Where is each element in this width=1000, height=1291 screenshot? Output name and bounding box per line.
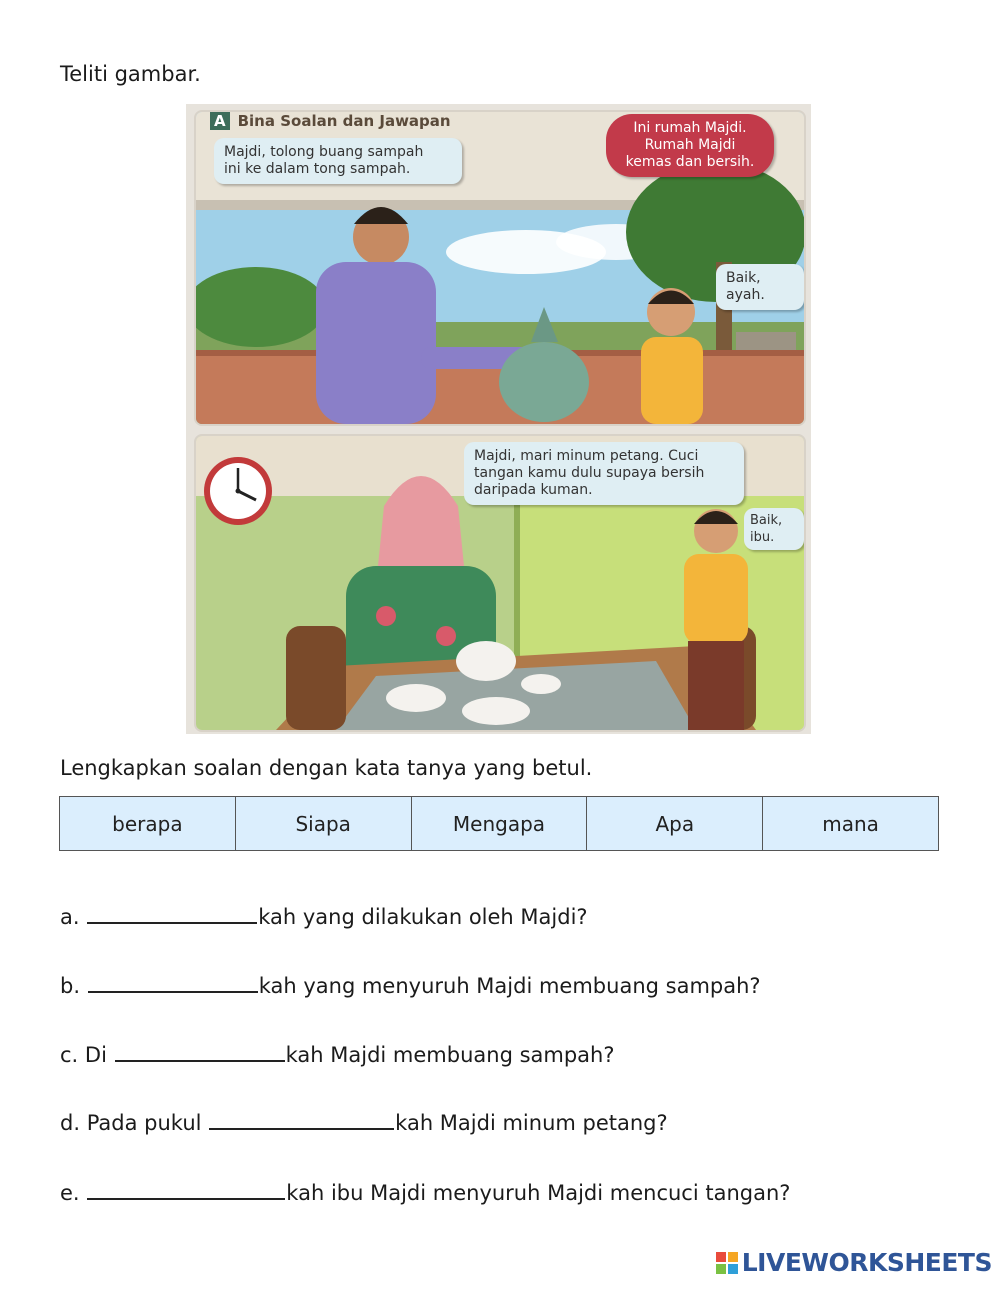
bubble-line: tangan kamu dulu supaya bersih	[474, 465, 705, 481]
bubble-line: Baik, ibu.	[750, 513, 783, 545]
father-speech-bubble	[214, 138, 462, 184]
logo-cube	[716, 1252, 726, 1262]
question-letter: b.	[60, 974, 81, 998]
answer-blank[interactable]	[87, 902, 257, 924]
question-letter: c.	[60, 1043, 79, 1067]
question-d	[60, 1108, 668, 1135]
instruction-observe: Teliti gambar.	[60, 62, 201, 86]
logo-cube	[716, 1264, 726, 1274]
word-bank-cell: Apa	[587, 797, 763, 851]
logo-cubes-icon	[716, 1252, 738, 1274]
worksheet-illustration	[186, 104, 811, 734]
question-a	[60, 902, 588, 929]
majdi-reply-bubble	[744, 508, 804, 550]
word-bank-table	[59, 796, 939, 851]
question-text: kah yang dilakukan oleh Majdi?	[258, 905, 588, 929]
majdi-speech-bubble	[716, 264, 804, 310]
word-bank-cell: Mengapa	[411, 797, 587, 851]
answer-blank[interactable]	[87, 1178, 285, 1200]
bubble-line: daripada kuman.	[474, 482, 593, 498]
answer-blank[interactable]	[115, 1040, 285, 1062]
illustration-panel-1	[194, 110, 806, 426]
question-text: kah ibu Majdi menyuruh Majdi mencuci tangan?	[286, 1181, 791, 1205]
word-bank-cell: Siapa	[235, 797, 411, 851]
liveworksheets-logo[interactable]	[716, 1248, 992, 1277]
illustration-panel-2	[194, 434, 806, 732]
instruction-complete: Lengkapkan soalan dengan kata tanya yang betul.	[60, 756, 593, 780]
word-bank-cell: berapa	[60, 797, 236, 851]
mother-speech-bubble	[464, 442, 744, 505]
section-title: Bina Soalan dan Jawapan	[237, 112, 451, 130]
logo-cube	[728, 1264, 738, 1274]
question-b	[60, 971, 761, 998]
question-text: kah Majdi membuang sampah?	[285, 1043, 615, 1067]
word-bank-cell: mana	[763, 797, 939, 851]
bubble-line: Rumah Majdi	[644, 137, 736, 153]
narrator-speech-bubble	[606, 114, 774, 177]
logo-cube	[728, 1252, 738, 1262]
question-e	[60, 1178, 790, 1205]
bubble-line: Ini rumah Majdi.	[633, 120, 747, 136]
section-letter: A	[210, 112, 230, 130]
bubble-line: Majdi, mari minum petang. Cuci	[474, 448, 699, 464]
question-text: kah Majdi minum petang?	[395, 1111, 668, 1135]
bubble-line: kemas dan bersih.	[625, 154, 755, 170]
question-letter: e.	[60, 1181, 80, 1205]
question-prefix: Di	[84, 1043, 107, 1067]
question-letter: d.	[60, 1111, 81, 1135]
logo-text: LIVEWORKSHEETS	[741, 1248, 992, 1277]
answer-blank[interactable]	[209, 1108, 394, 1130]
question-c	[60, 1040, 615, 1067]
question-text: kah yang menyuruh Majdi membuang sampah?	[258, 974, 761, 998]
bubble-line: Baik, ayah.	[726, 270, 765, 303]
section-heading	[210, 112, 451, 130]
bubble-line: Majdi, tolong buang sampah	[224, 144, 424, 160]
question-prefix: Pada pukul	[86, 1111, 202, 1135]
bubble-line: ini ke dalam tong sampah.	[224, 161, 411, 177]
answer-blank[interactable]	[88, 971, 258, 993]
question-letter: a.	[60, 905, 80, 929]
